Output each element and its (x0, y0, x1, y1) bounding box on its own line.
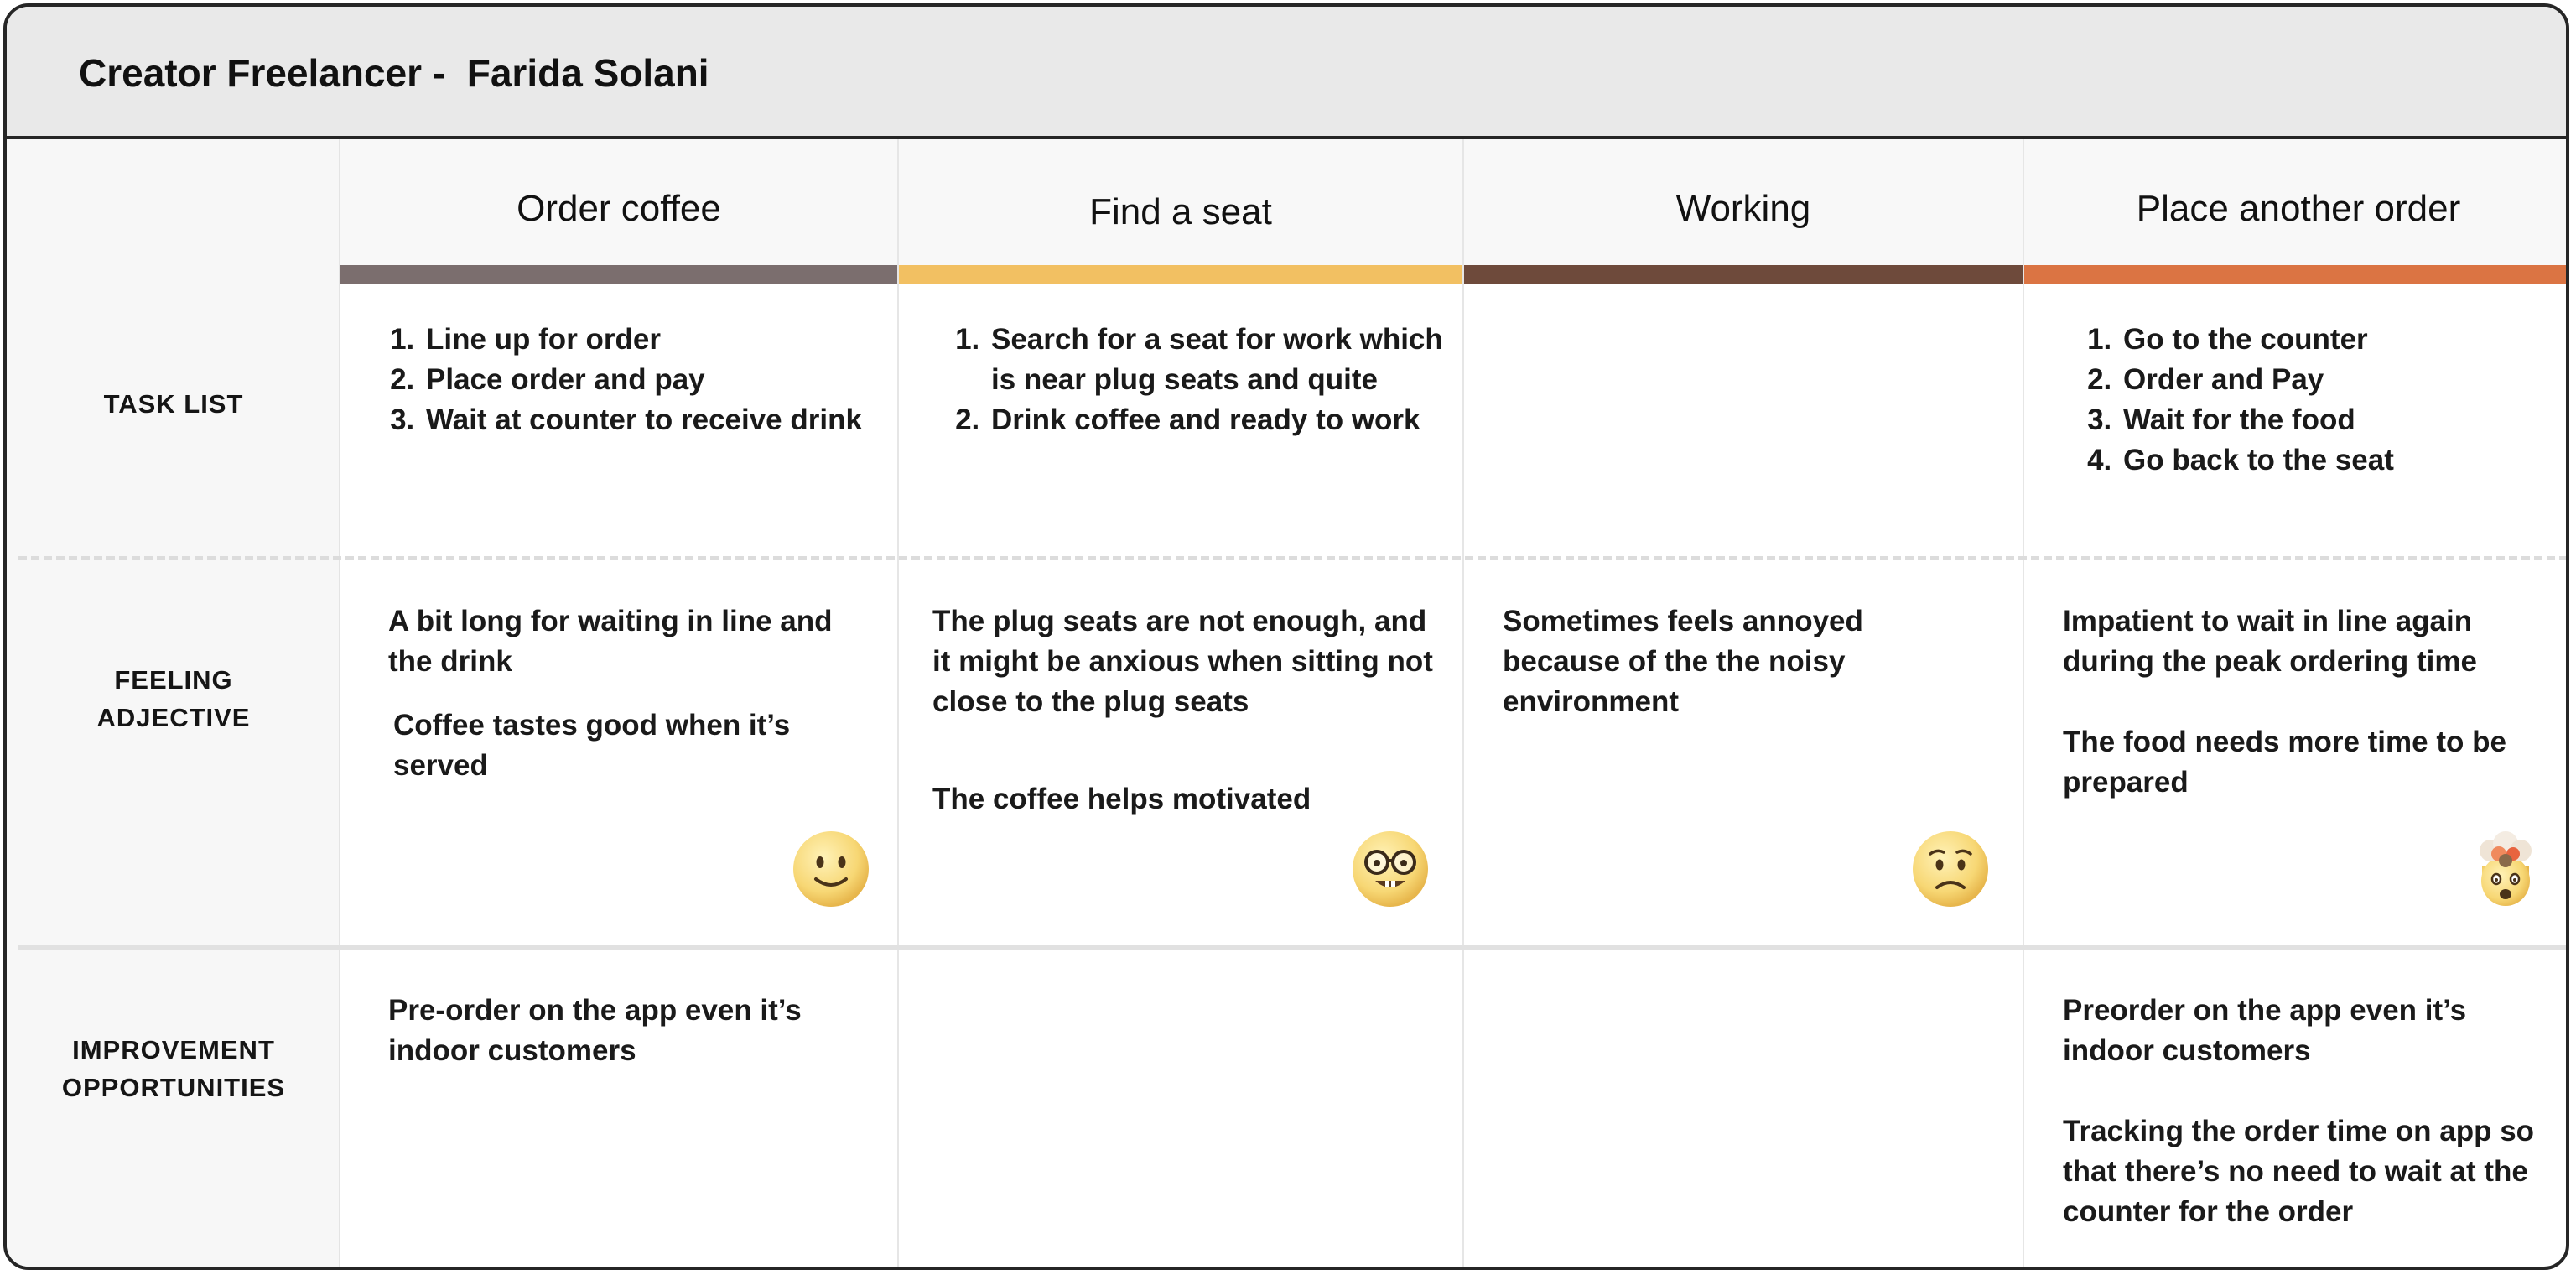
stage-column-find-a-seat (899, 139, 1464, 1270)
stage-title: Place another order (2136, 188, 2461, 229)
row-label-improvement-line1: IMPROVEMENT (72, 1035, 275, 1064)
task-list (2080, 320, 2569, 481)
stage-color-bar (340, 265, 897, 284)
row-label-feeling-adjective (7, 661, 340, 736)
stage-header (2024, 139, 2569, 265)
worried-face-icon (1910, 829, 1991, 909)
row-labels-column (7, 139, 340, 1270)
task-item: 2. Place order and pay (423, 360, 892, 400)
feeling-note: The food needs more time to be prepared (2063, 726, 2506, 799)
nerd-face-icon (1350, 829, 1431, 909)
improvement-note: Tracking the order time on app so that there’s no need to wait at the counter for the order (2063, 1115, 2535, 1228)
journey-map (3, 3, 2569, 1270)
improvement-note: Pre-order on the app even it’s indoor customers (388, 994, 802, 1067)
page-title: Creator Freelancer - Farida Solani (79, 51, 709, 95)
task-list (382, 320, 892, 440)
stage-header (1464, 139, 2023, 265)
slightly-smiling-face-icon (791, 829, 871, 909)
task-list (948, 320, 1466, 440)
task-item: 2. Order and Pay (2120, 360, 2569, 400)
feeling-note: Sometimes feels annoyed because of the the noisy environment (1503, 605, 1863, 718)
feeling-note: The coffee helps motivated (932, 783, 1311, 815)
row-label-task-list (7, 385, 340, 423)
stage-color-bar (2024, 265, 2569, 284)
stage-column-working (1464, 139, 2024, 1270)
improvement-note: Preorder on the app even it’s indoor customers (2063, 994, 2467, 1067)
task-item: 4. Go back to the seat (2120, 440, 2569, 481)
row-label-feeling-line2: ADJECTIVE (96, 703, 251, 732)
row-label-task-list-text: TASK LIST (103, 389, 244, 419)
task-item: 3. Wait at counter to receive drink (423, 400, 892, 440)
stage-title: Find a seat (1089, 191, 1272, 232)
feeling-note: Impatient to wait in line again during the peak ordering time (2063, 605, 2477, 678)
stage-color-bar (1464, 265, 2023, 284)
stage-header (340, 139, 897, 265)
stage-color-bar (899, 265, 1462, 284)
row-divider-solid (18, 945, 2568, 950)
task-item: 3. Wait for the food (2120, 400, 2569, 440)
stage-title: Working (1675, 188, 1811, 229)
stage-column-place-another-order (2024, 139, 2569, 1270)
feeling-note: The plug seats are not enough, and it might be anxious when sitting not close to the plug seats (932, 605, 1433, 718)
stage-title: Order coffee (517, 188, 721, 229)
row-label-improvement-opportunities (7, 1031, 340, 1106)
feeling-note: Coffee tastes good when it’s served (393, 709, 791, 782)
row-divider-dashed (18, 556, 2568, 560)
stage-header (899, 139, 1462, 265)
task-item: 1. Go to the counter (2120, 320, 2569, 360)
task-item: 1. Line up for order (423, 320, 892, 360)
task-item: 1. Search for a seat for work which is near plug seats and quite (988, 320, 1466, 400)
row-label-feeling-line1: FEELING (114, 665, 233, 695)
row-label-improvement-line2: OPPORTUNITIES (61, 1073, 286, 1102)
task-item: 2. Drink coffee and ready to work (988, 400, 1466, 440)
header-bar (7, 7, 2569, 139)
feeling-note: A bit long for waiting in line and the drink (388, 605, 833, 678)
stage-column-order-coffee (340, 139, 899, 1270)
exploding-head-icon (2465, 829, 2546, 909)
